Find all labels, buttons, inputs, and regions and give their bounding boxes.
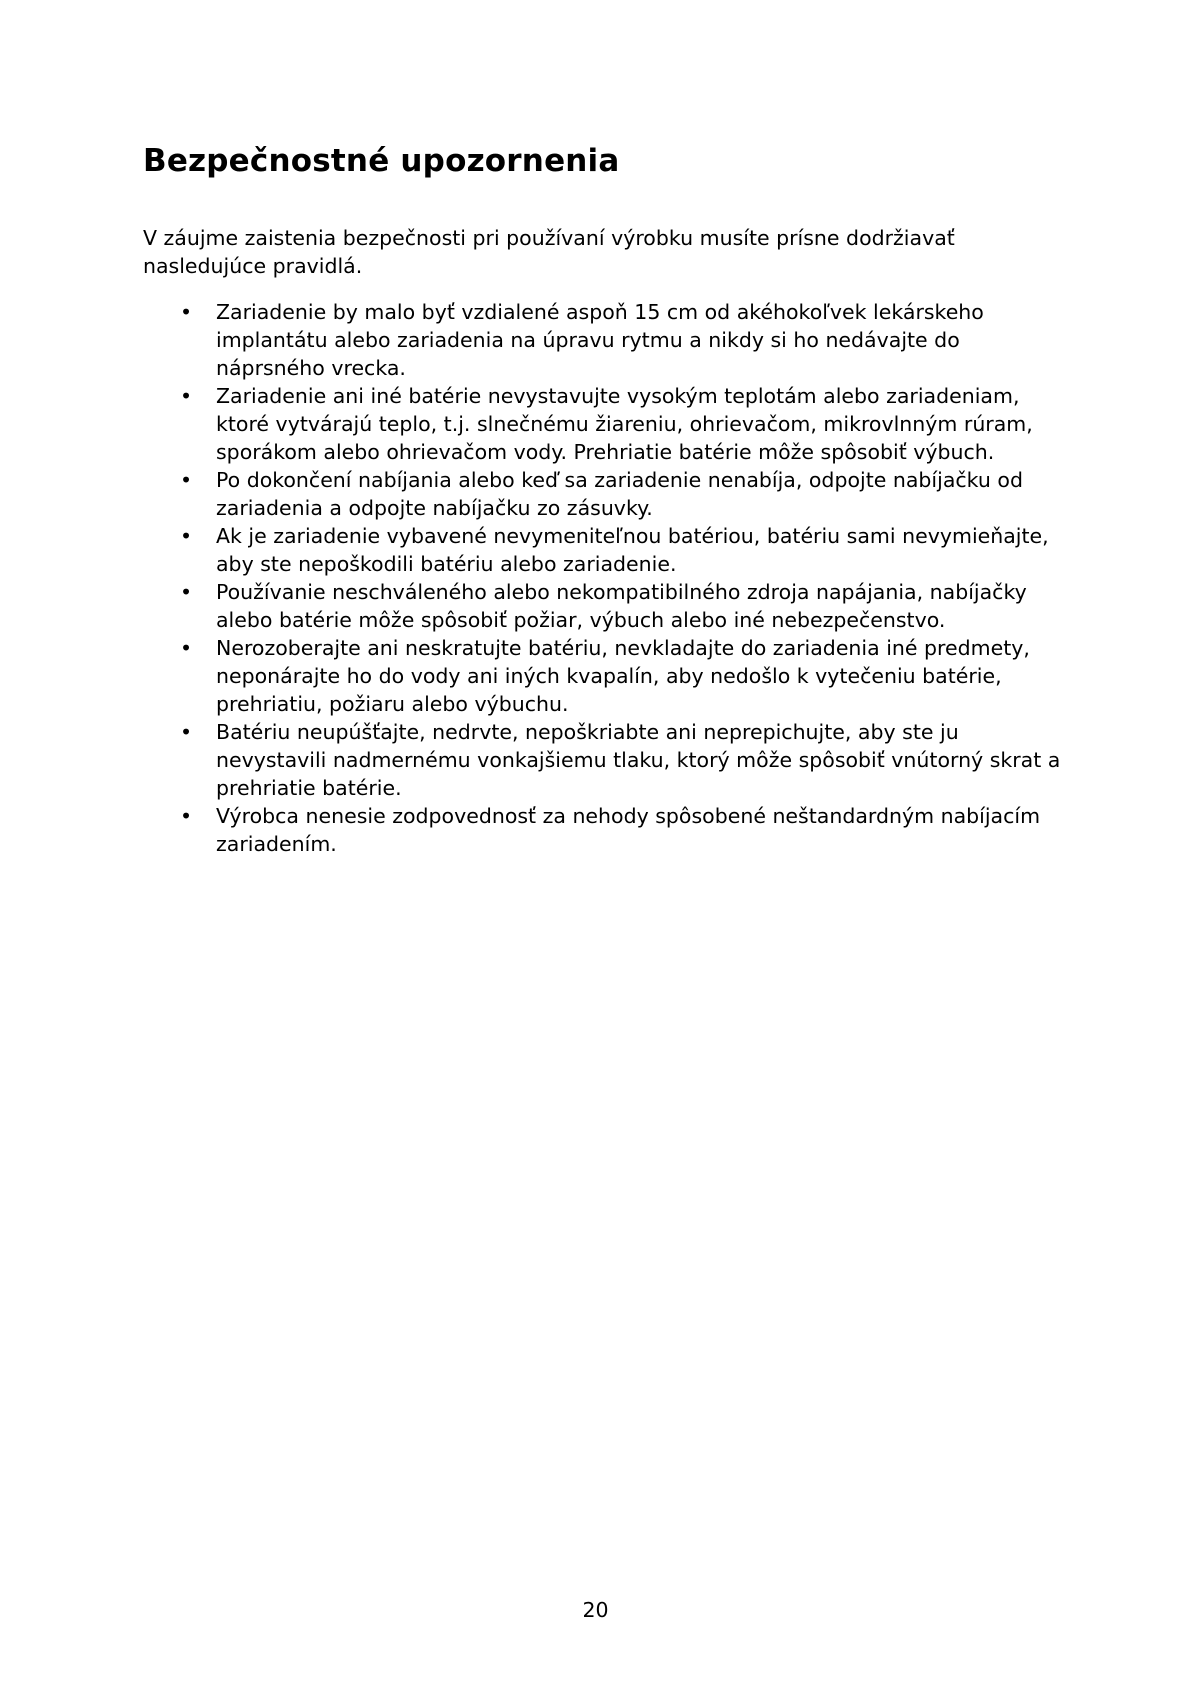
- list-item: [143, 578, 1063, 634]
- rule-text: Nerozoberajte ani neskratujte batériu, nevkladajte do zariadenia iné predmety, neponárajte ho do vody ani iných kvapalín, aby nedošlo k vytečeniu batérie, prehriatiu, požiaru alebo výbuchu.: [216, 636, 1030, 716]
- list-item: [143, 634, 1063, 718]
- bullet-icon: •: [180, 300, 193, 324]
- rule-text: Výrobca nenesie zodpovednosť za nehody spôsobené neštandardným nabíjacím zariadením.: [216, 804, 1041, 856]
- intro-paragraph: V záujme zaistenia bezpečnosti pri používaní výrobku musíte prísne dodržiavať nasledujúce pravidlá.: [143, 226, 955, 278]
- rule-text: Batériu neupúšťajte, nedrvte, nepoškriabte ani neprepichujte, aby ste ju nevystavili nadmernému vonkajšiemu tlaku, ktorý môže spôsobiť vnútorný skrat a prehriatie batérie.: [216, 720, 1061, 800]
- safety-rules-list: [143, 298, 1063, 858]
- list-item: [143, 718, 1063, 802]
- bullet-icon: •: [180, 720, 193, 744]
- bullet-icon: •: [180, 636, 193, 660]
- list-item: [143, 466, 1063, 522]
- rule-text: Po dokončení nabíjania alebo keď sa zariadenie nenabíja, odpojte nabíjačku od zariadenia a odpojte nabíjačku zo zásuvky.: [216, 468, 1023, 520]
- rule-text: Zariadenie ani iné batérie nevystavujte vysokým teplotám alebo zariadeniam, ktoré vytvárajú teplo, t.j. slnečnému žiareniu, ohrievačom, mikrovlnným rúram, sporákom alebo ohrievačom vody. Prehriatie batérie môže spôsobiť výbuch.: [216, 384, 1033, 464]
- list-item: [143, 522, 1063, 578]
- bullet-icon: •: [180, 384, 193, 408]
- list-item: [143, 382, 1063, 466]
- bullet-icon: •: [180, 524, 193, 548]
- bullet-icon: •: [180, 468, 193, 492]
- list-item: [143, 802, 1063, 858]
- page-title: Bezpečnostné upozornenia: [143, 143, 620, 179]
- rule-text: Ak je zariadenie vybavené nevymeniteľnou batériou, batériu sami nevymieňajte, aby ste nepoškodili batériu alebo zariadenie.: [216, 524, 1049, 576]
- page-number: 20: [582, 1598, 609, 1622]
- list-item: [143, 298, 1063, 382]
- bullet-icon: •: [180, 580, 193, 604]
- bullet-icon: •: [180, 804, 193, 828]
- rule-text: Zariadenie by malo byť vzdialené aspoň 15 cm od akéhokoľvek lekárskeho implantátu alebo zariadenia na úpravu rytmu a nikdy si ho nedávajte do náprsného vrecka.: [216, 300, 984, 380]
- rule-text: Používanie neschváleného alebo nekompatibilného zdroja napájania, nabíjačky alebo batérie môže spôsobiť požiar, výbuch alebo iné nebezpečenstvo.: [216, 580, 1027, 632]
